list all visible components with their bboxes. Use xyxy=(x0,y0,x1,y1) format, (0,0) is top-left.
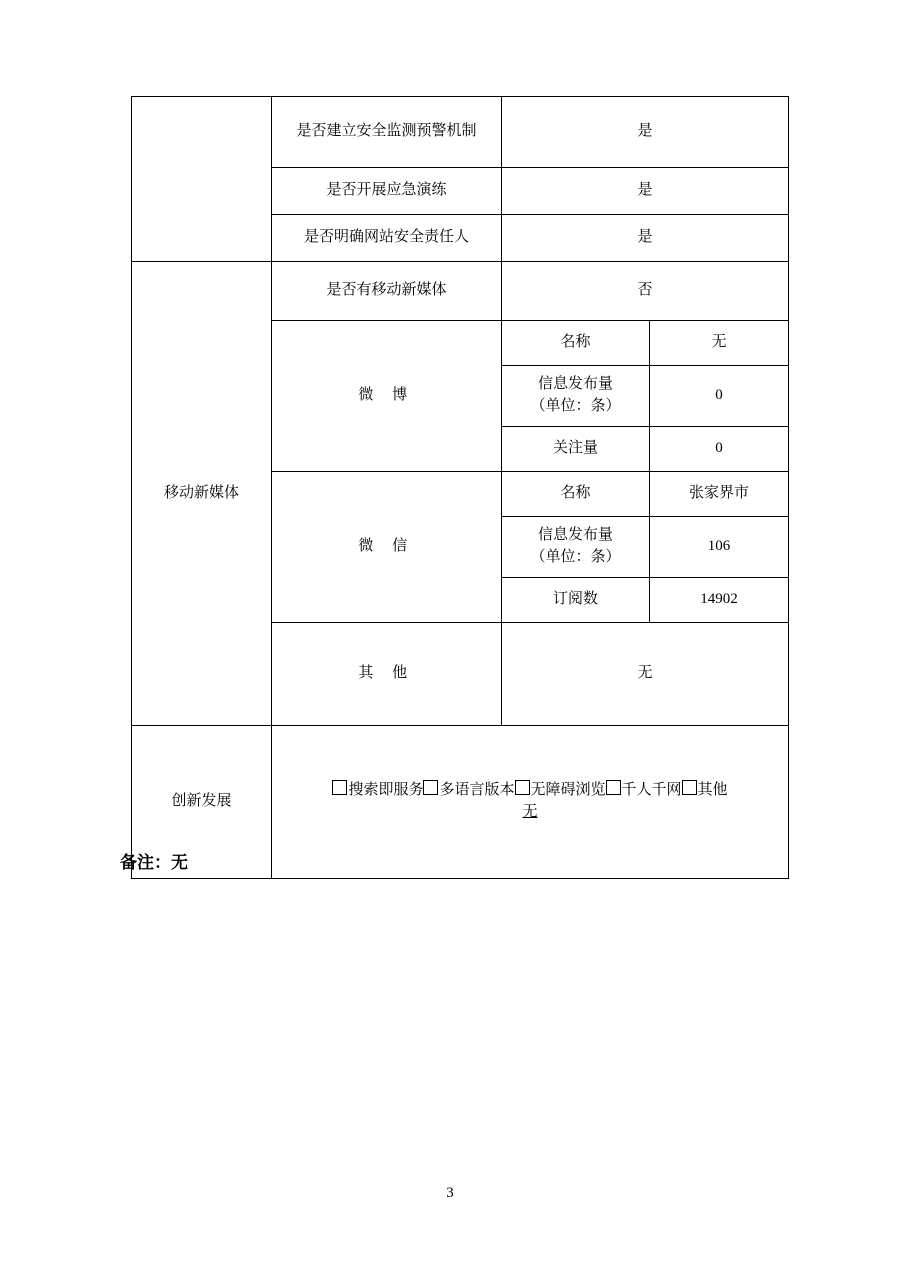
innovation-option-search[interactable] xyxy=(332,782,423,798)
weibo-value-followers: 0 xyxy=(650,427,789,472)
security-answer-2: 是 xyxy=(502,168,789,215)
weibo-item-publish-count-line1: 信息发布量 xyxy=(537,376,613,393)
innovation-option-other-label: 其他 xyxy=(697,782,728,799)
website-report-table xyxy=(131,96,789,879)
other-media-value: 无 xyxy=(502,623,789,726)
other-media-label: 其 他 xyxy=(272,623,502,726)
checkbox-icon[interactable] xyxy=(606,780,621,795)
weixin-item-publish-count-line1: 信息发布量 xyxy=(537,527,613,544)
checkbox-icon[interactable] xyxy=(682,780,697,795)
innovation-option-other[interactable] xyxy=(682,782,728,798)
weixin-item-subscribers: 订阅数 xyxy=(502,578,650,623)
page-number: 3 xyxy=(446,1185,454,1201)
innovation-option-search-label: 搜索即服务 xyxy=(348,782,424,799)
remark-text: 备注：无 xyxy=(120,853,188,872)
innovation-other-value: 无 xyxy=(522,804,538,820)
weixin-item-name: 名称 xyxy=(502,472,650,517)
has-mobile-media-question: 是否有移动新媒体 xyxy=(272,262,502,321)
innovation-option-personalized[interactable] xyxy=(606,782,682,798)
innovation-option-personalized-label: 千人千网 xyxy=(621,782,682,799)
weibo-item-followers: 关注量 xyxy=(502,427,650,472)
checkbox-icon[interactable] xyxy=(515,780,530,795)
innovation-label: 创新发展 xyxy=(132,726,272,879)
innovation-option-accessibility[interactable] xyxy=(515,782,606,798)
innovation-option-multilanguage[interactable] xyxy=(423,782,514,798)
security-section-label xyxy=(132,97,272,262)
security-question-3: 是否明确网站安全责任人 xyxy=(272,215,502,262)
security-question-1: 是否建立安全监测预警机制 xyxy=(272,97,502,168)
mobile-media-section-label: 移动新媒体 xyxy=(132,262,272,726)
security-answer-3: 是 xyxy=(502,215,789,262)
checkbox-icon[interactable] xyxy=(332,780,347,795)
weixin-item-publish-count-line2: （单位：条） xyxy=(530,549,621,565)
weibo-item-publish-count xyxy=(502,366,650,427)
weixin-item-publish-count xyxy=(502,517,650,578)
weibo-value-name: 无 xyxy=(650,321,789,366)
weixin-value-publish-count: 106 xyxy=(650,517,789,578)
weixin-value-subscribers: 14902 xyxy=(650,578,789,623)
innovation-option-accessibility-label: 无障碍浏览 xyxy=(530,782,606,799)
checkbox-icon[interactable] xyxy=(423,780,438,795)
has-mobile-media-answer: 否 xyxy=(502,262,789,321)
weibo-item-name: 名称 xyxy=(502,321,650,366)
security-answer-1: 是 xyxy=(502,97,789,168)
weixin-label: 微 信 xyxy=(272,472,502,623)
table-row xyxy=(132,97,789,168)
weibo-item-publish-count-line2: （单位：条） xyxy=(530,398,621,414)
weixin-value-name: 张家界市 xyxy=(650,472,789,517)
weibo-value-publish-count: 0 xyxy=(650,366,789,427)
security-question-2: 是否开展应急演练 xyxy=(272,168,502,215)
innovation-option-multilanguage-label: 多语言版本 xyxy=(439,782,515,799)
table-row xyxy=(132,726,789,879)
weibo-label: 微 博 xyxy=(272,321,502,472)
table-row xyxy=(132,262,789,321)
innovation-options xyxy=(272,726,789,879)
